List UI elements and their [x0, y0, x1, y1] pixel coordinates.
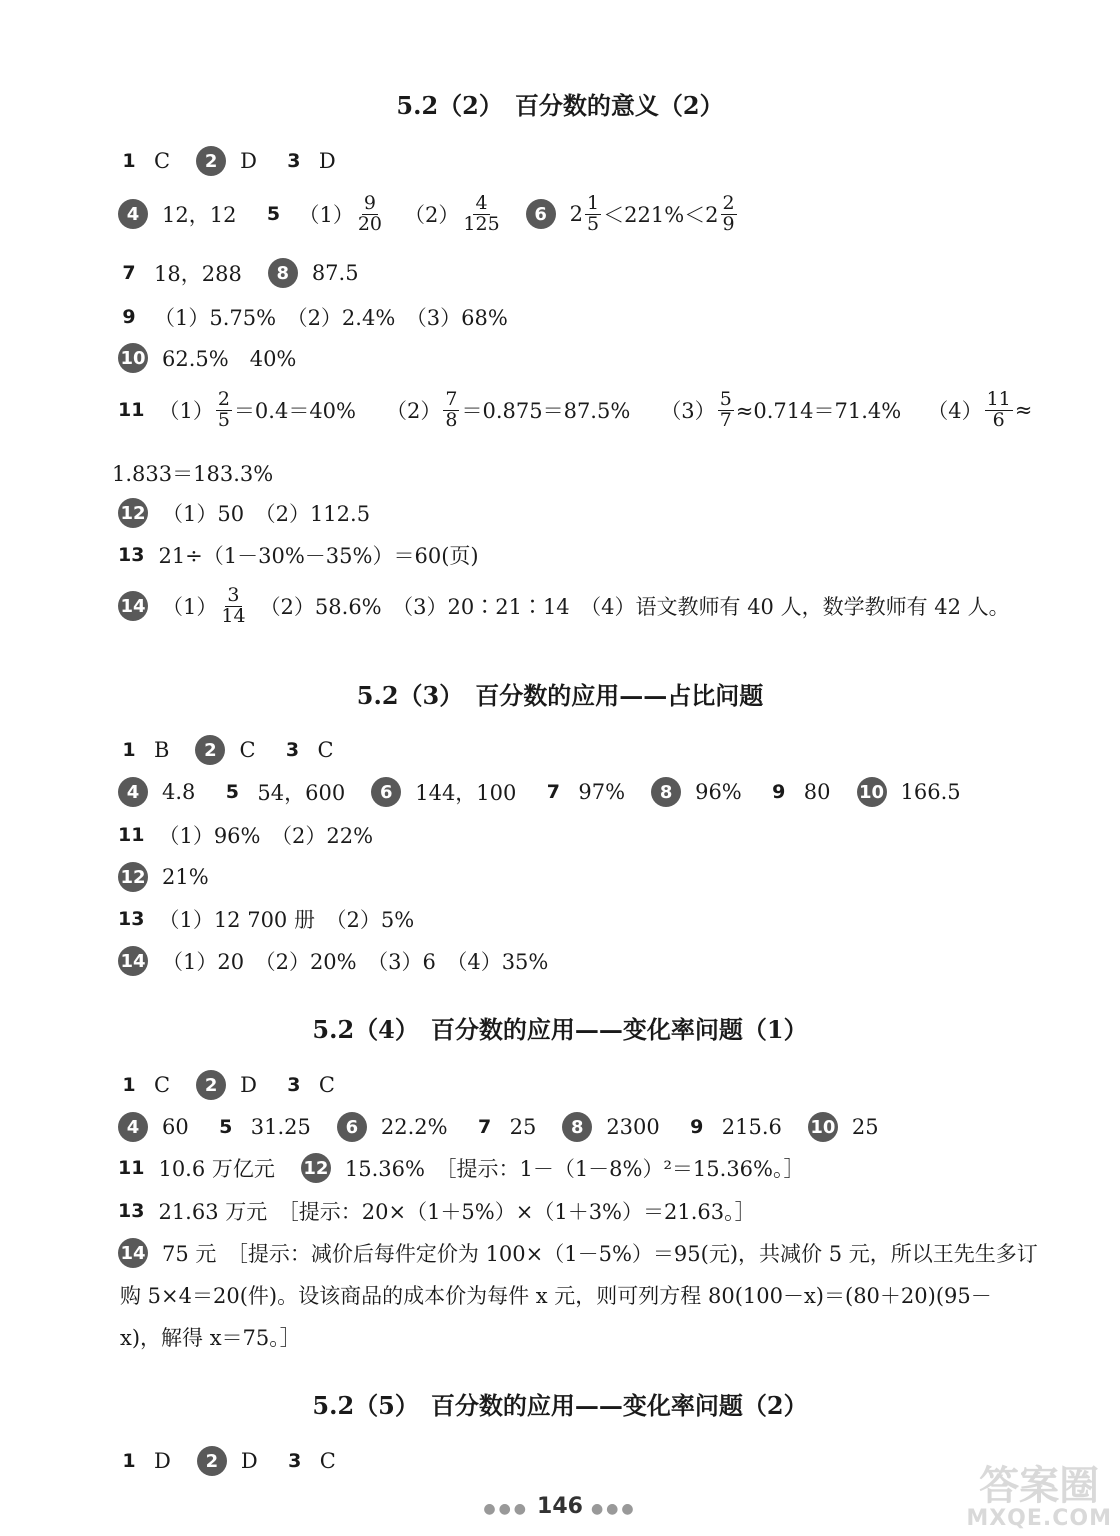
watermark-url: MXQE.COM — [966, 1505, 1112, 1531]
denominator: 20 — [357, 212, 383, 235]
watermark — [966, 1462, 1112, 1531]
answer: 54，600 — [257, 781, 346, 805]
answer: 62.5% 40% — [162, 347, 297, 371]
answer-row — [118, 1153, 805, 1183]
answer: 97% — [578, 780, 626, 804]
circled-question-number: 2 — [196, 1070, 226, 1100]
question-number: 9 — [122, 306, 136, 328]
answer: （1）5.75% （2）2.4% （3）68% — [154, 306, 508, 330]
question-number: 1 — [122, 150, 136, 172]
answer: 144，100 — [415, 781, 517, 805]
answer: 15.36% ［提示：1－（1－8%）²＝15.36%。］ — [344, 1157, 805, 1181]
denominator: 8 — [445, 408, 458, 431]
section-title: 5.2（2） 百分数的意义（2） — [396, 91, 724, 120]
denominator: 14 — [221, 604, 246, 627]
answer-row — [118, 777, 987, 807]
answer: 18，288 — [154, 262, 242, 286]
answer: D — [240, 1449, 258, 1473]
circled-question-number: 4 — [118, 199, 148, 229]
question-number: 3 — [285, 739, 300, 761]
answer-row — [118, 343, 296, 373]
denominator: 6 — [992, 408, 1005, 431]
question-number: 5 — [219, 1116, 233, 1138]
answer-row — [118, 820, 373, 850]
answer-part: （2） — [404, 203, 460, 228]
answer-part: ≈0.714＝71.4% — [735, 399, 902, 424]
circled-question-number: 14 — [118, 946, 148, 976]
decorative-dots: ●●● — [483, 1501, 530, 1517]
section-title: 5.2（5） 百分数的应用——变化率问题（2） — [312, 1391, 808, 1420]
answer-part: （1） — [162, 595, 218, 620]
numerator: 2 — [217, 388, 230, 410]
circled-question-number: 4 — [118, 777, 148, 807]
question-number: 5 — [266, 203, 281, 226]
question-number: 11 — [118, 399, 145, 422]
question-number: 7 — [477, 1116, 492, 1138]
numerator: 7 — [445, 388, 458, 410]
fraction — [356, 194, 384, 235]
denominator: 7 — [719, 408, 732, 431]
question-number: 11 — [118, 1157, 145, 1179]
numerator: 4 — [475, 192, 488, 214]
circled-question-number: 6 — [371, 777, 401, 807]
answer: （1）50 （2）112.5 — [162, 502, 371, 526]
question-number: 1 — [122, 1450, 136, 1472]
answer: C — [154, 149, 171, 173]
question-number: 7 — [546, 781, 560, 803]
answer: C — [154, 1073, 171, 1097]
fraction — [443, 390, 459, 431]
answer: 25 — [851, 1115, 879, 1139]
answer: D — [318, 149, 336, 173]
circled-question-number: 12 — [118, 862, 148, 892]
answer-row — [118, 735, 360, 765]
circled-question-number: 8 — [651, 777, 681, 807]
question-number: 1 — [122, 1074, 136, 1096]
question-number: 3 — [287, 1074, 301, 1096]
answer-row — [118, 258, 385, 288]
answer: 2300 — [606, 1115, 660, 1139]
answer-continuation: 1.833＝183.3% — [112, 462, 274, 486]
answer: C — [319, 1449, 336, 1473]
answer: C — [239, 738, 256, 762]
answer-row — [118, 302, 508, 332]
answer-part: （3） — [660, 399, 716, 424]
answer-part: 2 — [569, 202, 584, 227]
answer-row — [118, 540, 479, 570]
answer: （1）96% （2）22% — [158, 824, 374, 848]
circled-question-number: 14 — [118, 1238, 148, 1268]
answer: 31.25 — [250, 1115, 311, 1139]
fraction — [461, 194, 501, 235]
circled-question-number: 10 — [808, 1112, 838, 1142]
answer: D — [240, 1073, 257, 1097]
answer-row — [118, 862, 209, 892]
page-footer — [0, 1494, 1120, 1519]
section-title: 5.2（4） 百分数的应用——变化率问题（1） — [312, 1015, 808, 1044]
answer: 4.8 — [162, 780, 196, 804]
answer: 10.6 万亿元 — [158, 1157, 275, 1181]
answer: B — [154, 738, 170, 762]
numerator: 3 — [227, 584, 240, 606]
answer: 75 元 ［提示：减价后每件定价为 100×（1－5%）＝95(元)，共减价 5 元，所以王先生多订 — [162, 1242, 1038, 1266]
answer-row — [118, 498, 370, 528]
denominator: 125 — [463, 212, 500, 235]
answer: 80 — [803, 780, 831, 804]
circled-question-number: 8 — [562, 1112, 592, 1142]
fraction — [216, 390, 232, 431]
answer-part: （2） — [386, 399, 442, 424]
answer: （1）12 700 册 （2）5% — [158, 908, 415, 932]
numerator: 1 — [587, 192, 600, 214]
decorative-dots: ●●● — [590, 1501, 637, 1517]
answer: 25 — [509, 1115, 537, 1139]
circled-question-number: 4 — [118, 1112, 148, 1142]
answer: （1）20 （2）20% （3）6 （4）35% — [162, 950, 549, 974]
numerator: 2 — [722, 192, 735, 214]
answer: 215.6 — [721, 1115, 782, 1139]
answer-continuation: x)，解得 x＝75。］ — [120, 1326, 301, 1350]
answer-row — [118, 1196, 756, 1226]
circled-question-number: 10 — [118, 343, 148, 373]
fraction — [585, 194, 601, 235]
watermark-logo: 答案圈 — [979, 1462, 1100, 1509]
circled-question-number: 12 — [301, 1153, 331, 1183]
question-number: 11 — [118, 824, 145, 846]
numerator: 11 — [986, 388, 1011, 410]
answer: 96% — [695, 780, 742, 804]
answer-part: ＝0.875＝87.5% — [461, 399, 631, 424]
fraction — [718, 390, 734, 431]
denominator: 5 — [217, 408, 230, 431]
question-number: 7 — [122, 262, 136, 284]
question-number: 5 — [225, 781, 240, 803]
answer-row — [118, 1112, 905, 1142]
question-number: 13 — [118, 544, 145, 566]
page-number: 146 — [537, 1494, 583, 1519]
answer: 21÷（1－30%－35%）＝60(页) — [158, 544, 479, 568]
question-number: 9 — [772, 781, 786, 803]
answer-part: ＝0.4＝40% — [233, 399, 356, 424]
answer-row — [118, 146, 362, 176]
answer: 21% — [162, 865, 209, 889]
question-number: 1 — [122, 739, 136, 761]
answer: C — [318, 1073, 335, 1097]
answer: D — [240, 149, 257, 173]
answer: 60 — [162, 1115, 189, 1139]
answer: D — [154, 1449, 171, 1473]
circled-question-number: 14 — [118, 591, 148, 621]
answer-row — [118, 946, 548, 976]
answer: 87.5 — [311, 261, 359, 285]
question-number: 9 — [690, 1116, 704, 1138]
answer-part: （1） — [158, 399, 214, 424]
answer: 12，12 — [162, 203, 237, 228]
question-number: 3 — [288, 1450, 302, 1472]
answer-part: ＜221%＜2 — [603, 203, 719, 228]
answer-part: （4） — [927, 399, 983, 424]
question-number: 13 — [118, 1200, 145, 1222]
fraction — [219, 586, 247, 627]
fraction — [985, 390, 1013, 431]
answer: 21.63 万元 ［提示：20×（1＋5%）×（1＋3%）＝21.63。］ — [158, 1200, 756, 1224]
answer: 22.2% — [380, 1115, 448, 1139]
circled-question-number: 2 — [197, 1446, 227, 1476]
denominator: 5 — [587, 212, 600, 235]
fraction — [721, 194, 737, 235]
answer-row — [118, 390, 1032, 431]
question-number: 13 — [118, 908, 145, 930]
question-number: 3 — [287, 150, 301, 172]
circled-question-number: 2 — [195, 735, 225, 765]
numerator: 5 — [719, 388, 732, 410]
circled-question-number: 6 — [526, 199, 556, 229]
answer-part: ≈ — [1014, 398, 1033, 423]
answer-row — [118, 1070, 361, 1100]
answer-row — [118, 904, 414, 934]
denominator: 9 — [722, 212, 735, 235]
answer-row — [118, 194, 739, 235]
answer-continuation: 购 5×4＝20(件)。设该商品的成本价为每件 x 元，则可列方程 80(100－x)＝(80＋20)(95－ — [120, 1284, 992, 1308]
numerator: 9 — [363, 192, 376, 214]
circled-question-number: 8 — [268, 258, 298, 288]
answer: C — [317, 738, 334, 762]
answer: 166.5 — [900, 780, 961, 804]
circled-question-number: 6 — [337, 1112, 367, 1142]
answer-part: （2）58.6% （3）20∶21∶14 （4）语文教师有 40 人，数学教师有 42 人。 — [259, 595, 1010, 620]
answer-row — [118, 1446, 362, 1476]
circled-question-number: 10 — [857, 777, 887, 807]
answer-part: （1） — [298, 203, 354, 228]
circled-question-number: 2 — [196, 146, 226, 176]
answer-row — [118, 586, 1010, 627]
answer-row — [118, 1238, 1038, 1268]
circled-question-number: 12 — [118, 498, 148, 528]
section-title: 5.2（3） 百分数的应用——占比问题 — [356, 681, 764, 710]
